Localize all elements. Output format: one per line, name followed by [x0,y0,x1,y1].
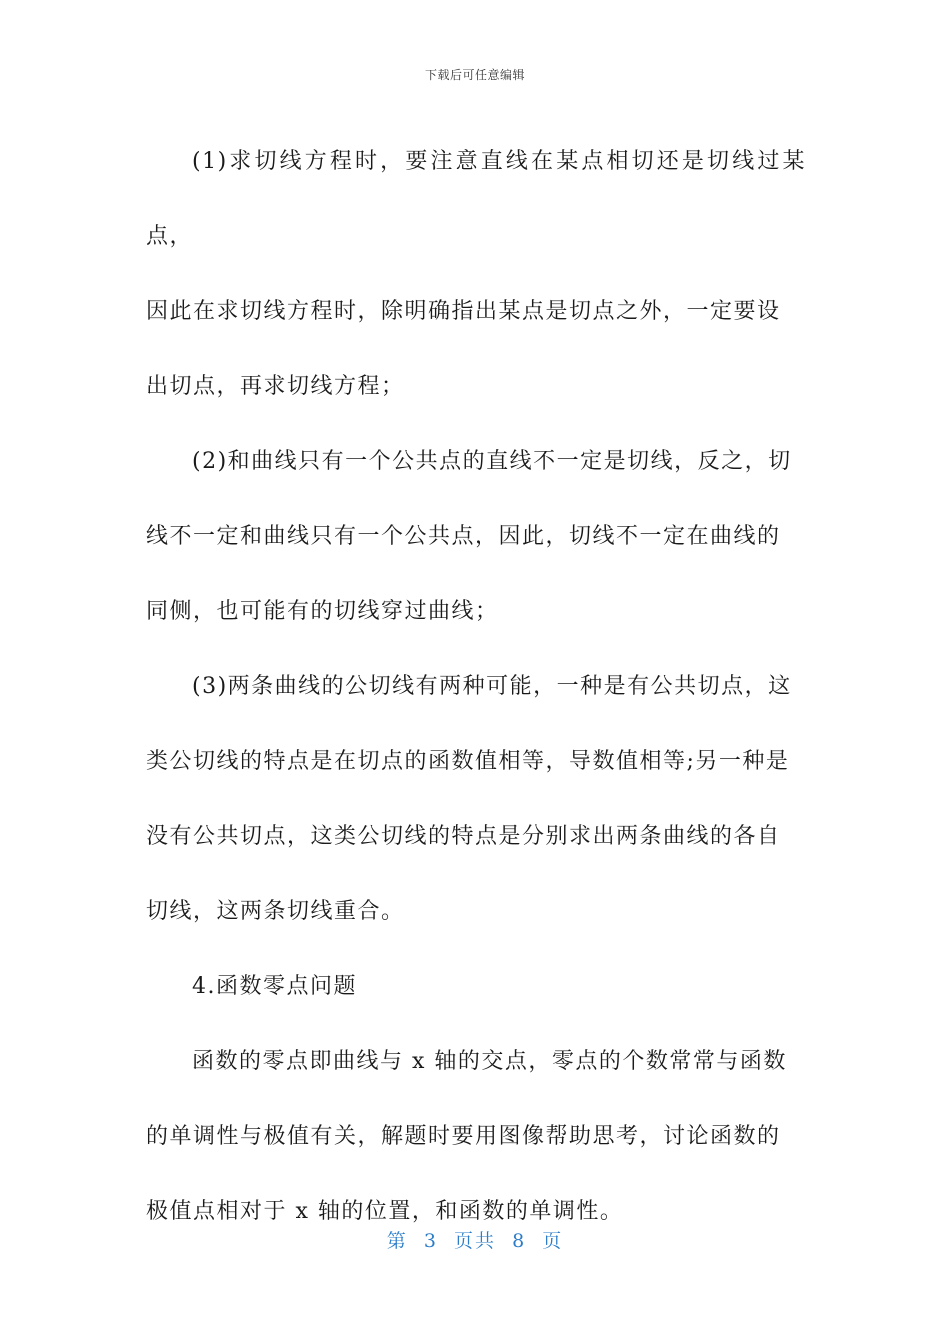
paragraph-tangent-1 [146,124,806,424]
text-line: 切线，这两条切线重合。 [146,899,405,924]
text-line: (1)求切线方程时，要注意直线在某点相切还是切线过某点， [146,149,806,249]
text-line: 同侧，也可能有的切线穿过曲线； [146,599,499,624]
text-line: 极值点相对于 x 轴的位置，和函数的单调性。 [146,1199,624,1224]
page-header: 下载后可任意编辑 [424,68,525,82]
text-line: 函数的零点即曲线与 x 轴的交点，零点的个数常常与函数 [192,1049,787,1074]
text-line: 类公切线的特点是在切点的函数值相等，导数值相等;另一种是 [146,749,790,774]
text-line: (3)两条曲线的公切线有两种可能，一种是有公共切点，这 [192,674,792,699]
page-number-footer: 第 3 页共 8 页 [386,1230,564,1252]
text-line: 4.函数零点问题 [192,974,357,999]
paragraph-zero-points [146,1024,806,1249]
text-line: 因此在求切线方程时，除明确指出某点是切点之外，一定要设 [146,299,781,324]
text-line: 的单调性与极值有关，解题时要用图像帮助思考，讨论函数的 [146,1124,781,1149]
text-line: 线不一定和曲线只有一个公共点，因此，切线不一定在曲线的 [146,524,781,549]
paragraph-tangent-3 [146,649,806,949]
document-body [146,124,806,1249]
section-heading [146,949,806,1024]
text-line: (2)和曲线只有一个公共点的直线不一定是切线，反之，切 [192,449,792,474]
text-line: 出切点，再求切线方程； [146,374,405,399]
text-line: 没有公共切点，这类公切线的特点是分别求出两条曲线的各自 [146,824,781,849]
paragraph-tangent-2 [146,424,806,649]
